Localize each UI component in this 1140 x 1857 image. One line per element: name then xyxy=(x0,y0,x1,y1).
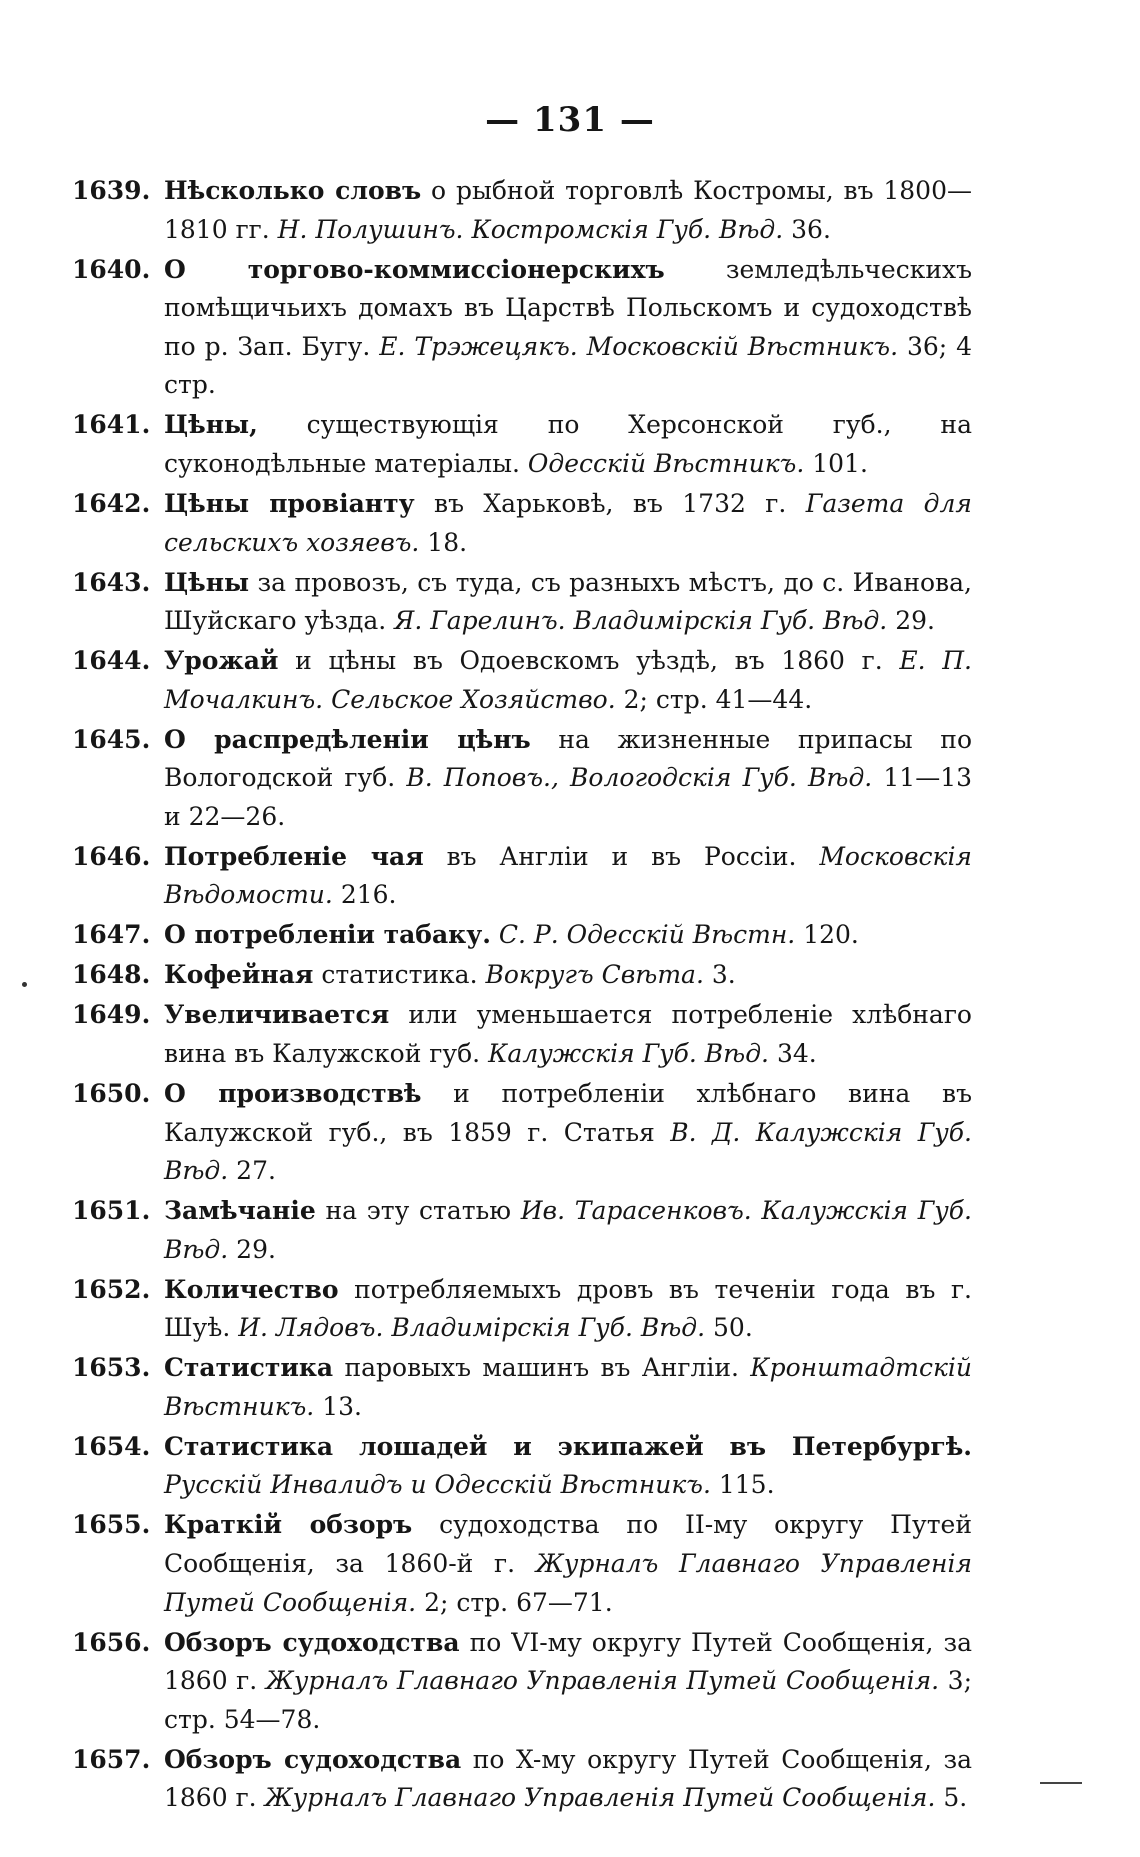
entry-tail: 3. xyxy=(703,960,736,990)
entry-number: 1649. xyxy=(72,1000,151,1030)
entry-tail: 29. xyxy=(887,606,935,636)
entry-number: 1652. xyxy=(72,1274,151,1304)
entry-source: И. Лядовъ. Владимірскія Губ. Вѣд. xyxy=(238,1313,706,1343)
entry-lead: Статистика xyxy=(164,1353,334,1383)
entry-lead: Замѣчаніе xyxy=(164,1196,316,1226)
entry-lead: О производствѣ xyxy=(164,1078,422,1108)
entry-tail: 101. xyxy=(804,448,868,478)
entry-tail: 29. xyxy=(228,1234,276,1264)
entry-source: Е. Трэжецякъ. Московскій Вѣстникъ. xyxy=(379,331,899,361)
bibliography-entry xyxy=(72,642,972,719)
entry-number: 1653. xyxy=(72,1353,151,1383)
entry-lead: Цѣны провіанту xyxy=(164,488,415,518)
entry-number: 1651. xyxy=(72,1196,151,1226)
entry-source: Вокругъ Свѣта. xyxy=(485,960,704,990)
bibliography-entry xyxy=(72,564,972,641)
entry-text: въ Англіи и въ Россіи. xyxy=(423,841,820,871)
entry-source: В. Д. Калужскія Губ. Вѣд. xyxy=(164,1117,973,1186)
bibliography-entry xyxy=(72,996,972,1073)
entry-lead: Увеличивается xyxy=(164,1000,390,1030)
bibliography-entry xyxy=(72,1506,972,1622)
entry-source: Н. Полушинъ. Костромскія Губ. Вѣд. xyxy=(277,214,784,244)
entry-tail: 34. xyxy=(769,1038,817,1068)
entry-source: С. Р. Одесскій Вѣстн. xyxy=(498,920,796,950)
entry-lead: Кофейная xyxy=(164,960,314,990)
entry-lead: Обзоръ судоходства xyxy=(164,1627,460,1657)
entry-text: существующія по Херсонской губ., на суконодѣльные матеріалы. xyxy=(164,410,972,478)
entry-text: по X-му округу Путей Сообщенія, за 1860 г. xyxy=(164,1744,973,1813)
entry-text: на эту статью xyxy=(315,1196,521,1226)
entry-lead: Краткій обзоръ xyxy=(164,1510,413,1540)
entry-lead: Обзоръ судоходства xyxy=(164,1744,462,1774)
entry-lead: Цѣны, xyxy=(164,410,258,440)
bibliography-entry xyxy=(72,1192,972,1269)
bibliography-entry xyxy=(72,406,972,483)
entry-lead: Количество xyxy=(164,1274,339,1304)
entry-tail: 18. xyxy=(419,527,468,557)
entry-text xyxy=(491,920,499,949)
entry-lead: Урожай xyxy=(164,646,279,676)
entry-source: Ив. Тарасенковъ. Калужскія Губ. Вѣд. xyxy=(164,1196,972,1264)
bibliography-entry xyxy=(72,485,972,562)
entry-tail: 27. xyxy=(228,1156,276,1186)
entry-lead: О распредѣленіи цѣнъ xyxy=(164,724,531,754)
bibliography-list xyxy=(72,172,972,1819)
entry-tail: 36; 4 стр. xyxy=(164,331,972,400)
entry-tail: 11—13 и 22—26. xyxy=(164,763,973,831)
entry-number: 1654. xyxy=(72,1431,151,1461)
bibliography-entry xyxy=(72,916,972,955)
entry-source: Кронштадтскій Вѣстникъ. xyxy=(164,1353,972,1421)
entry-text: по VI-му округу Путей Сообщенія, за 1860 г. xyxy=(164,1627,972,1696)
entry-tail: 13. xyxy=(314,1391,362,1421)
entry-number: 1645. xyxy=(72,724,151,754)
bibliography-entry xyxy=(72,1624,972,1740)
entry-text: паровыхъ машинъ въ Англіи. xyxy=(333,1353,751,1383)
corner-dash-mark xyxy=(1040,1782,1082,1784)
entry-number: 1644. xyxy=(72,646,151,676)
entry-number: 1646. xyxy=(72,841,151,871)
entry-text: потребляемыхъ дровъ въ теченіи года въ г. Шуѣ. xyxy=(164,1274,972,1343)
entry-tail: 5. xyxy=(935,1783,968,1813)
entry-number: 1655. xyxy=(72,1510,151,1540)
entry-lead: О потребленіи табаку. xyxy=(164,920,491,950)
entry-number: 1642. xyxy=(72,488,151,518)
entry-source: Я. Гарелинъ. Владимірскія Губ. Вѣд. xyxy=(394,606,888,636)
entry-text: за провозъ, съ туда, съ разныхъ мѣстъ, до с. Иванова, Шуйскаго уѣзда. xyxy=(164,567,972,636)
entry-text: на жизненные припасы по Вологодской губ. xyxy=(164,724,973,793)
bibliography-entry xyxy=(72,1741,972,1818)
entry-tail: 2; стр. 67—71. xyxy=(416,1587,613,1617)
entry-text: о рыбной торговлѣ Костромы, въ 1800—1810 гг. xyxy=(164,176,972,244)
entry-lead: Нѣсколько словъ xyxy=(164,176,422,205)
bibliography-entry xyxy=(72,251,972,405)
entry-lead: Цѣны xyxy=(164,567,250,597)
entry-number: 1640. xyxy=(72,254,151,284)
bibliography-entry xyxy=(72,1428,972,1505)
entry-source: Журналъ Главнаго Управленія Путей Сообщенія. xyxy=(164,1549,972,1617)
entry-source: Журналъ Главнаго Управленія Путей Сообщенія. xyxy=(264,1783,936,1813)
entry-tail: 50. xyxy=(705,1313,753,1343)
entry-text: судоходства по II-му округу Путей Сообщенія, за 1860-й г. xyxy=(164,1510,972,1579)
entry-text: земледѣльческихъ помѣщичьихъ домахъ въ Царствѣ Польскомъ и судоходствѣ по р. Зап. Бугу. xyxy=(164,254,972,361)
entry-source: Газета для сельскихъ хозяевъ. xyxy=(164,488,972,557)
bibliography-entry xyxy=(72,956,972,995)
entry-number: 1641. xyxy=(72,410,151,440)
entry-lead: Статистика лошадей и экипажей въ Петербургѣ. xyxy=(164,1431,972,1461)
bibliography-entry xyxy=(72,172,972,249)
entry-source: Русскій Инвалидъ и Одесскій Вѣстникъ. xyxy=(164,1470,711,1500)
entry-number: 1657. xyxy=(72,1744,151,1774)
entry-tail: 36. xyxy=(783,214,831,244)
entry-source: В. Поповъ., Вологодскія Губ. Вѣд. xyxy=(406,763,873,793)
entry-lead: О торгово-коммиссіонерскихъ xyxy=(164,254,665,284)
bibliography-entry xyxy=(72,1349,972,1426)
bibliography-entry xyxy=(72,721,972,837)
entry-text: и цѣны въ Одоевскомъ уѣздѣ, въ 1860 г. xyxy=(278,646,900,676)
entry-source: Одесскій Вѣстникъ. xyxy=(527,448,805,478)
entry-number: 1648. xyxy=(72,960,151,990)
entry-number: 1643. xyxy=(72,567,151,597)
entry-tail: 120. xyxy=(795,920,859,950)
bibliography-entry xyxy=(72,1271,972,1348)
bibliography-entry xyxy=(72,838,972,915)
entry-number: 1650. xyxy=(72,1078,151,1108)
bibliography-entry xyxy=(72,1075,972,1191)
entry-text: въ Харьковѣ, въ 1732 г. xyxy=(414,488,806,518)
margin-dot-mark xyxy=(22,982,27,987)
page-number: — 131 — xyxy=(485,100,655,140)
entry-tail: 216. xyxy=(332,880,397,910)
entry-text: и потребленіи хлѣбнаго вина въ Калужской губ., въ 1859 г. Статья xyxy=(164,1078,972,1147)
entry-source: Е. П. Мочалкинъ. Сельское Хозяйство. xyxy=(164,646,972,714)
entry-text: или уменьшается потребленіе хлѣбнаго вина въ Калужской губ. xyxy=(164,1000,972,1068)
entry-source: Московскія Вѣдомости. xyxy=(164,841,972,910)
entry-lead: Потребленіе чая xyxy=(164,841,424,871)
entry-number: 1656. xyxy=(72,1627,151,1657)
entry-tail: 2; стр. 41—44. xyxy=(615,684,813,714)
entry-source: Калужскія Губ. Вѣд. xyxy=(488,1038,770,1068)
entry-tail: 115. xyxy=(710,1470,775,1500)
entry-text: статистика. xyxy=(313,960,486,990)
entry-tail: 3; стр. 54—78. xyxy=(164,1666,972,1734)
entry-source: Журналъ Главнаго Управленія Путей Сообщенія. xyxy=(265,1666,940,1696)
entry-number: 1639. xyxy=(72,176,151,205)
entry-number: 1647. xyxy=(72,920,151,950)
